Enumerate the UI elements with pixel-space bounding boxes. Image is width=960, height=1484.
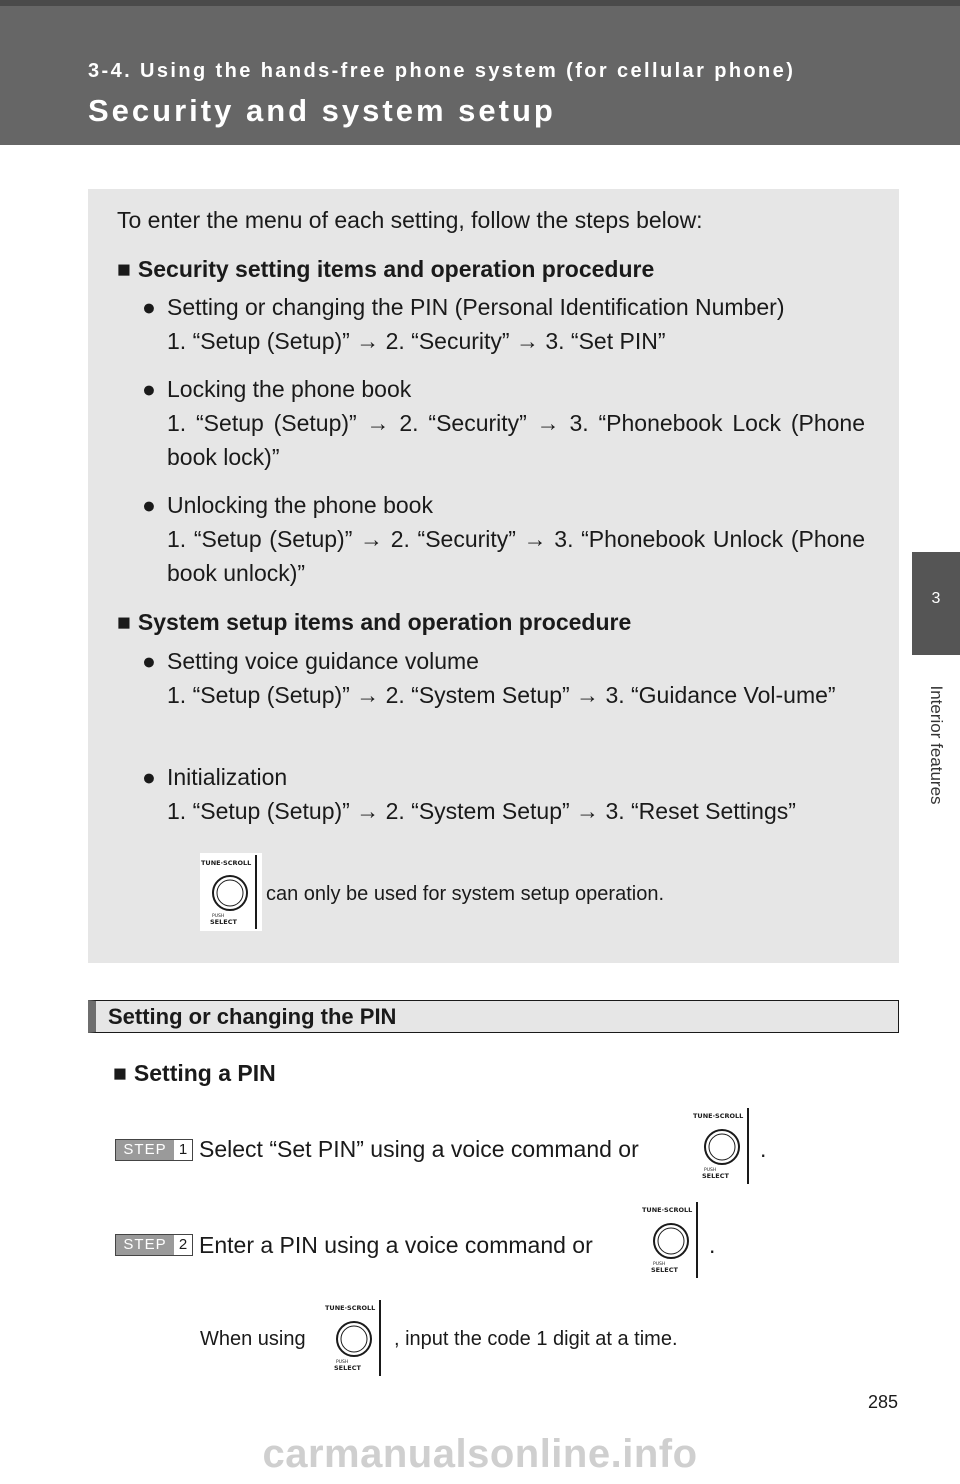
page-title: Security and system setup xyxy=(88,93,556,128)
knob-usage-note xyxy=(200,1296,760,1380)
knob-select-label: SELECT xyxy=(334,1364,361,1372)
chapter-label-text: Interior features xyxy=(927,685,946,805)
item-title: Setting or changing the PIN (Personal Identification Number) xyxy=(167,294,785,320)
square-bullet-icon: ■ xyxy=(113,1060,127,1086)
watermark: carmanualsonline.info xyxy=(262,1432,698,1476)
knob-select-label: SELECT xyxy=(651,1266,678,1274)
list-item xyxy=(142,372,865,474)
bullet-icon: ● xyxy=(142,492,156,518)
list-item xyxy=(142,644,865,712)
step-end: . xyxy=(709,1232,716,1258)
security-heading-text: Security setting items and operation procedure xyxy=(137,256,655,282)
knob-push-label: PUSH xyxy=(704,1168,717,1173)
step-badge xyxy=(115,1234,193,1256)
tune-scroll-knob-icon xyxy=(641,1200,703,1280)
tune-scroll-knob-icon xyxy=(200,853,262,931)
section-title: 3-4. Using the hands-free phone system (for cellular phone) xyxy=(88,60,796,82)
bullet-icon: ● xyxy=(142,764,156,790)
step-2 xyxy=(115,1200,815,1280)
page-number: 285 xyxy=(867,1392,898,1412)
knob-top-label: TUNE·SCROLL xyxy=(325,1304,376,1312)
step-end: . xyxy=(760,1136,767,1162)
step-1 xyxy=(115,1106,815,1186)
item-title: Setting voice guidance volume xyxy=(167,648,479,674)
intro-text: To enter the menu of each setting, follow the steps below: xyxy=(117,207,703,233)
item-procedure: 1. “Setup (Setup)” → 2. “System Setup” → 3. “Guidance Vol-ume” xyxy=(167,682,836,708)
step-number: 2 xyxy=(174,1235,192,1255)
list-item xyxy=(142,290,865,358)
knob-select-label: SELECT xyxy=(210,918,237,926)
step-label: STEP xyxy=(116,1140,174,1160)
list-item xyxy=(142,488,865,590)
item-title: Initialization xyxy=(167,764,288,790)
chapter-tab[interactable] xyxy=(912,552,960,655)
item-procedure: 1. “Setup (Setup)” → 2. “System Setup” → 3. “Reset Settings” xyxy=(167,798,796,824)
security-heading xyxy=(117,252,865,286)
section-heading-text: Setting or changing the PIN xyxy=(108,1004,397,1029)
chapter-number: 3 xyxy=(931,590,941,607)
knob-top-label: TUNE·SCROLL xyxy=(642,1206,693,1214)
item-title: Unlocking the phone book xyxy=(167,492,433,518)
note-text-before: When using xyxy=(200,1328,306,1350)
item-procedure: 1. “Setup (Setup)” → 2. “Security” → 3. “Phonebook Lock (Phone book lock)” xyxy=(167,410,865,470)
chapter-label xyxy=(912,660,960,830)
item-procedure: 1. “Setup (Setup)” → 2. “Security” → 3. “Phonebook Unlock (Phone book unlock)” xyxy=(167,526,865,586)
bullet-icon: ● xyxy=(142,294,156,320)
step-badge xyxy=(115,1139,193,1161)
list-item xyxy=(142,760,865,828)
item-procedure: 1. “Setup (Setup)” → 2. “Security” → 3. “Set PIN” xyxy=(167,328,666,354)
system-heading xyxy=(117,605,865,639)
knob-top-label: TUNE·SCROLL xyxy=(201,859,252,867)
square-bullet-icon: ■ xyxy=(117,609,131,635)
info-box xyxy=(88,189,899,963)
step-text: Select “Set PIN” using a voice command or xyxy=(199,1136,639,1162)
bullet-icon: ● xyxy=(142,648,156,674)
knob-push-label: PUSH xyxy=(212,914,225,919)
step-number: 1 xyxy=(174,1140,192,1160)
header-band xyxy=(0,0,960,145)
system-heading-text: System setup items and operation procedure xyxy=(137,609,632,635)
note-text-after: , input the code 1 digit at a time. xyxy=(394,1328,678,1350)
knob-top-label: TUNE·SCROLL xyxy=(693,1112,744,1120)
knob-push-label: PUSH xyxy=(336,1360,349,1365)
subheading xyxy=(113,1060,276,1087)
knob-note-text: can only be used for system setup operation. xyxy=(266,883,665,905)
step-text: Enter a PIN using a voice command or xyxy=(199,1232,593,1258)
subheading-text: Setting a PIN xyxy=(133,1060,276,1086)
tune-scroll-knob-icon xyxy=(692,1106,754,1186)
item-title: Locking the phone book xyxy=(167,376,412,402)
section-heading xyxy=(88,1000,899,1033)
knob-push-label: PUSH xyxy=(653,1262,666,1267)
knob-select-label: SELECT xyxy=(702,1172,729,1180)
square-bullet-icon: ■ xyxy=(117,256,131,282)
bullet-icon: ● xyxy=(142,376,156,402)
knob-note xyxy=(200,853,840,931)
step-label: STEP xyxy=(116,1235,174,1255)
tune-scroll-knob-icon xyxy=(324,1298,386,1378)
